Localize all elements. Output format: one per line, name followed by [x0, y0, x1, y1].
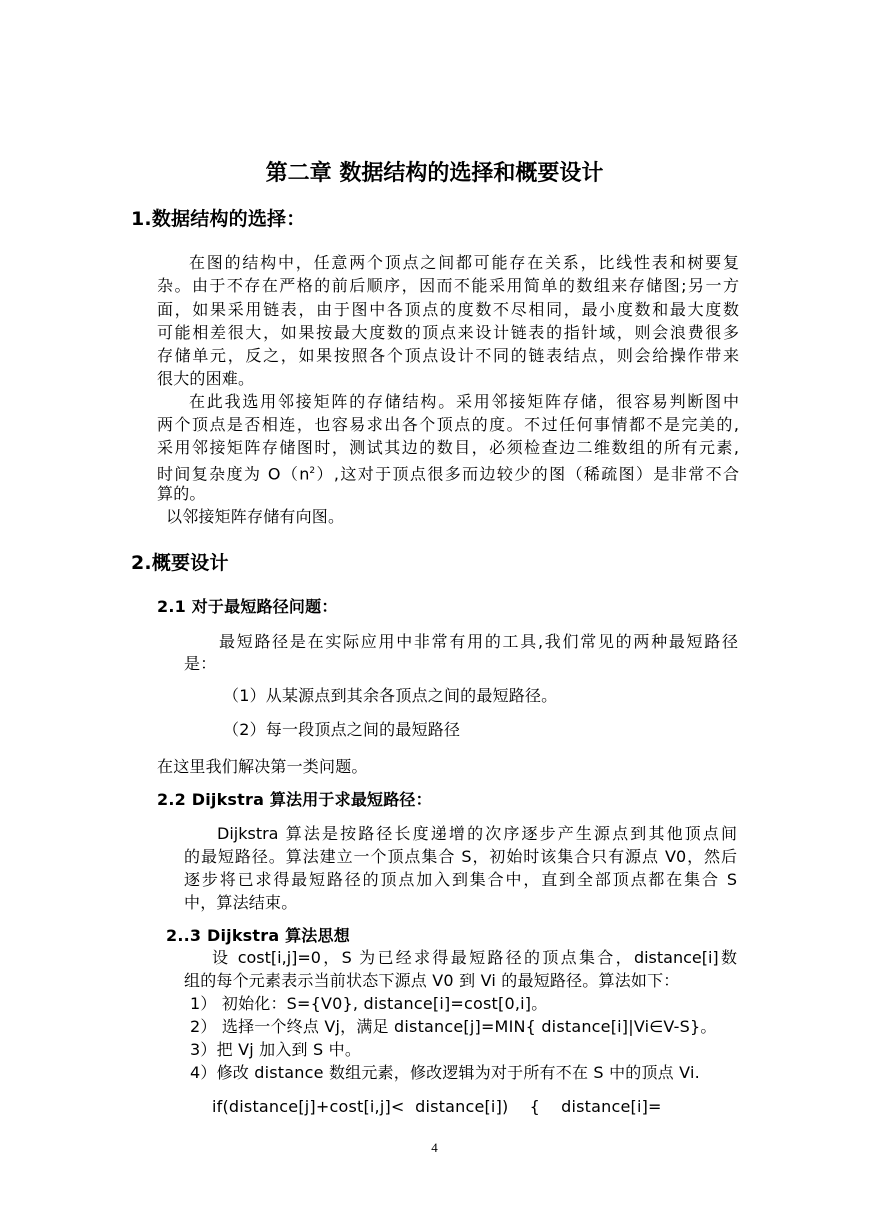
paragraph-line: 最短路径是在实际应用中非常有用的工具,我们常见的两种最短路径 [219, 632, 738, 651]
paragraph-line [157, 460, 739, 485]
paragraph-line: 的最短路径。算法建立一个顶点集合 S，初始时该集合只有源点 V0，然后 [184, 847, 737, 866]
paragraph-line: 设 cost[i,j]=0，S 为已经求得最短路径的顶点集合，distance[i]数 [212, 948, 737, 967]
paragraph-line: 很大的困难。 [157, 369, 255, 388]
paragraph-line: 在此我选用邻接矩阵的存储结构。采用邻接矩阵存储，很容易判断图中 [189, 392, 739, 411]
paragraph-line: 算的。 [157, 484, 206, 503]
paragraph-line: 在图的结构中，任意两个顶点之间都可能存在关系，比线性表和树要复 [189, 253, 739, 272]
section-1-heading: 1.数据结构的选择： [131, 208, 306, 230]
chapter-title: 第二章 数据结构的选择和概要设计 [265, 161, 604, 186]
paragraph-line: 在这里我们解决第一类问题。 [157, 757, 368, 776]
algorithm-step: 2） 选择一个终点 Vj，满足 distance[j]=MIN{ distance[i]|Vi∈V-S}。 [190, 1017, 717, 1036]
complexity-text: 时间复杂度为 O（n [157, 464, 310, 484]
paragraph-line: 杂。由于不存在严格的前后顺序，因而不能采用简单的数组来存储图;另一方 [157, 276, 739, 295]
paragraph-line: 采用邻接矩阵存储图时，测试其边的数目，必须检查边二维数组的所有元素, [157, 438, 739, 457]
paragraph-line: 中，算法结束。 [184, 893, 298, 912]
page-number: 4 [431, 1140, 438, 1155]
paragraph-line: Dijkstra 算法是按路径长度递增的次序逐步产生源点到其他顶点间 [217, 824, 737, 843]
paragraph-line: 逐步将已求得最短路径的顶点加入到集合中，直到全部顶点都在集合 S [184, 870, 737, 889]
list-item: （2）每一段顶点之间的最短路径 [223, 720, 461, 739]
section-2-2-heading: 2.2 Dijkstra 算法用于求最短路径： [157, 790, 432, 809]
exponent: 2 [309, 466, 316, 476]
section-2-heading: 2.概要设计 [131, 552, 229, 574]
algorithm-step: 1） 初始化：S={V0}, distance[i]=cost[0,i]。 [190, 994, 548, 1013]
algorithm-step: 4）修改 distance 数组元素，修改逻辑为对于所有不在 S 中的顶点 Vi. [190, 1063, 700, 1082]
code-line: if(distance[j]+cost[i,j]< distance[i]) { distance[i]= [212, 1097, 662, 1116]
list-item: （1）从某源点到其余各顶点之间的最短路径。 [223, 686, 558, 705]
paragraph-line: 可能相差很大，如果按最大度数的顶点来设计链表的指针域，则会浪费很多 [157, 323, 739, 342]
algorithm-step: 3）把 Vj 加入到 S 中。 [190, 1040, 362, 1059]
section-2-3-heading: 2..3 Dijkstra 算法思想 [166, 926, 350, 945]
paragraph-line: 存储单元，反之，如果按照各个顶点设计不同的链表结点，则会给操作带来 [157, 346, 739, 365]
paragraph-line: 组的每个元素表示当前状态下源点 V0 到 Vi 的最短路径。算法如下： [184, 971, 680, 990]
paragraph-line: 两个顶点是否相连，也容易求出各个顶点的度。不过任何事情都不是完美的, [157, 415, 739, 434]
paragraph-line: 是： [184, 654, 217, 673]
paragraph-line: 面，如果采用链表，由于图中各顶点的度数不尽相同，最小度数和最大度数 [157, 300, 739, 319]
section-2-1-heading: 2.1 对于最短路径问题： [157, 597, 338, 616]
complexity-text-rest: ）,这对于顶点很多而边较少的图（稀疏图）是非常不合 [315, 464, 739, 484]
paragraph-line: 以邻接矩阵存储有向图。 [166, 507, 345, 526]
